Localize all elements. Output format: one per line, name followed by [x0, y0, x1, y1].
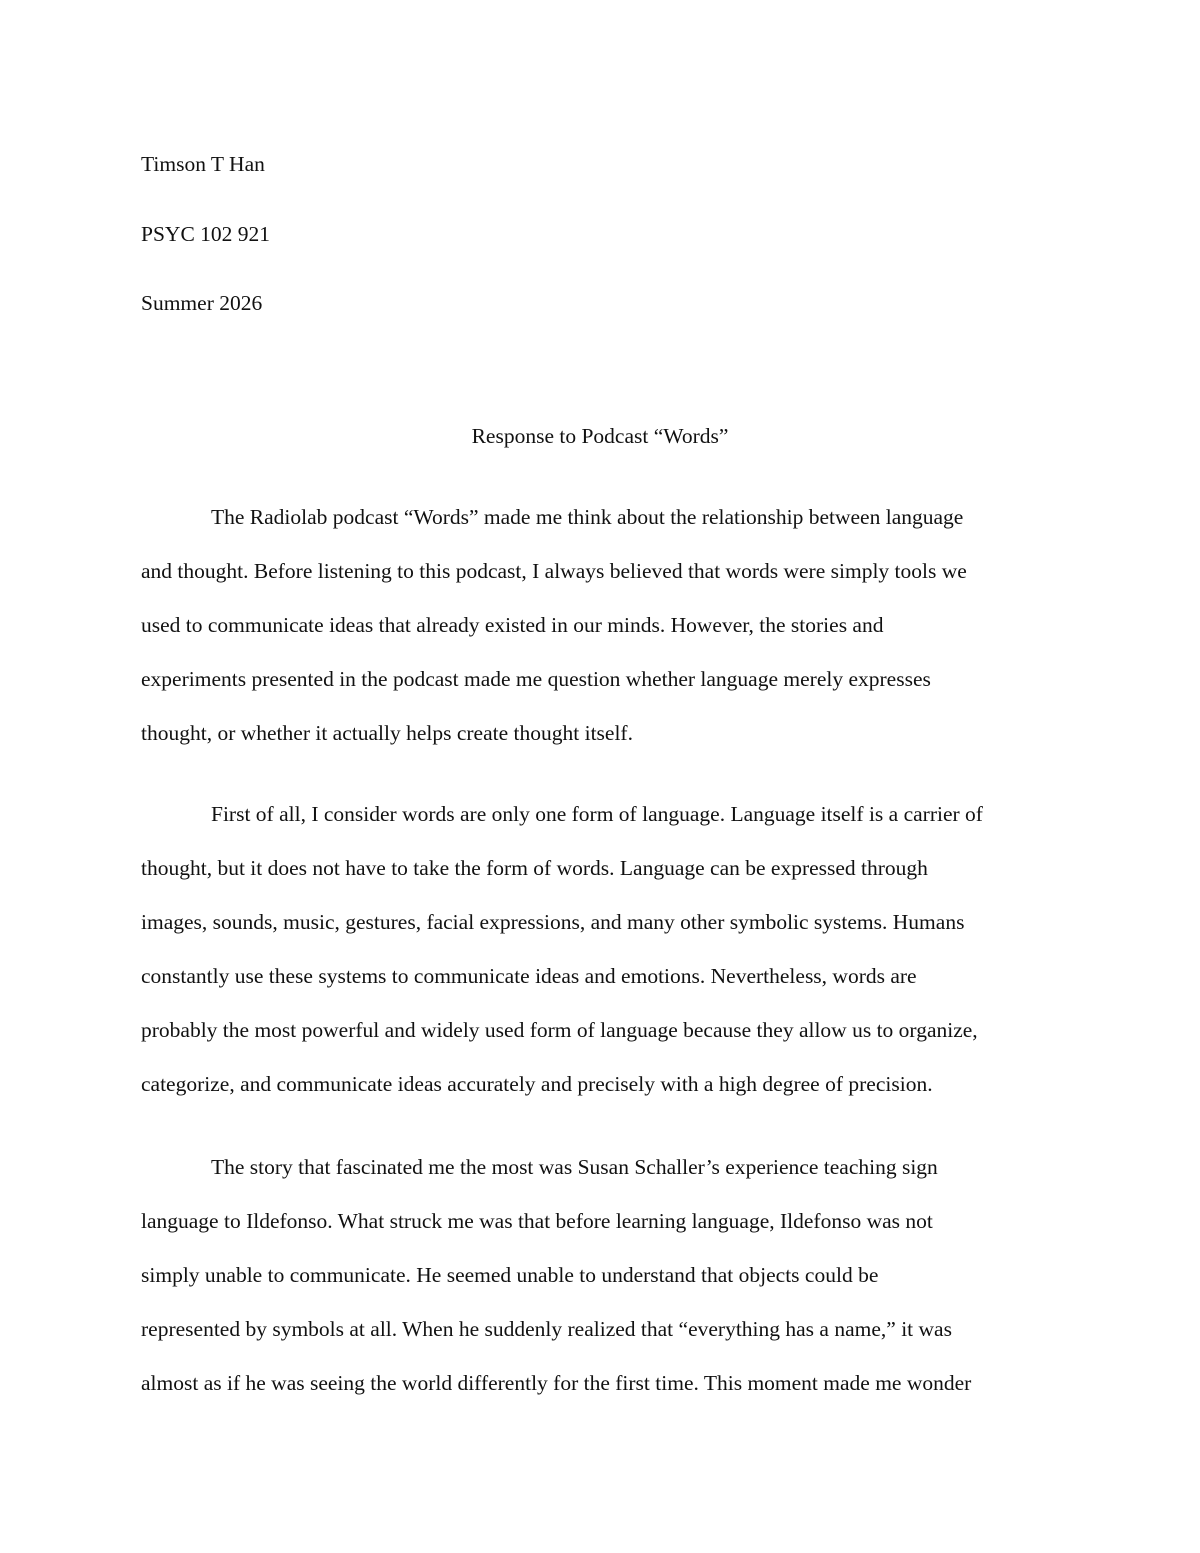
paragraph-3	[141, 1140, 1071, 1410]
paragraph-line: simply unable to communicate. He seemed unable to understand that objects could be	[141, 1263, 879, 1287]
paragraph-line: and thought. Before listening to this podcast, I always believed that words were simply tools we	[141, 559, 967, 583]
paragraph-line: thought, or whether it actually helps create thought itself.	[141, 721, 633, 745]
paragraph-2	[141, 787, 1071, 1111]
course-code: PSYC 102 921	[141, 221, 271, 246]
paragraph-line: language to Ildefonso. What struck me was that before learning language, Ildefonso was not	[141, 1209, 933, 1233]
paragraph-line: constantly use these systems to communicate ideas and emotions. Nevertheless, words are	[141, 964, 917, 988]
paragraph-line: probably the most powerful and widely used form of language because they allow us to organize,	[141, 1018, 978, 1042]
paragraph-line: The story that fascinated me the most was Susan Schaller’s experience teaching sign	[211, 1155, 938, 1179]
paragraph-line: represented by symbols at all. When he suddenly realized that “everything has a name,” it was	[141, 1317, 952, 1341]
paragraph-line: used to communicate ideas that already existed in our minds. However, the stories and	[141, 613, 884, 637]
paragraph-1	[141, 490, 1071, 760]
header-block	[141, 130, 270, 339]
paragraph-line: almost as if he was seeing the world differently for the first time. This moment made me wonder	[141, 1371, 972, 1395]
author-name: Timson T Han	[141, 152, 265, 176]
term: Summer 2026	[141, 291, 263, 315]
paragraph-line: categorize, and communicate ideas accurately and precisely with a high degree of precision.	[141, 1072, 933, 1096]
document-title: Response to Podcast “Words”	[471, 424, 729, 448]
paragraph-line: thought, but it does not have to take the form of words. Language can be expressed through	[141, 856, 928, 880]
paragraph-line: experiments presented in the podcast made me question whether language merely expresses	[141, 667, 931, 691]
paragraph-line: First of all, I consider words are only one form of language. Language itself is a carrier of	[211, 802, 983, 826]
paragraph-line: images, sounds, music, gestures, facial expressions, and many other symbolic systems. Humans	[141, 910, 965, 934]
paragraph-line: The Radiolab podcast “Words” made me think about the relationship between language	[211, 505, 964, 529]
